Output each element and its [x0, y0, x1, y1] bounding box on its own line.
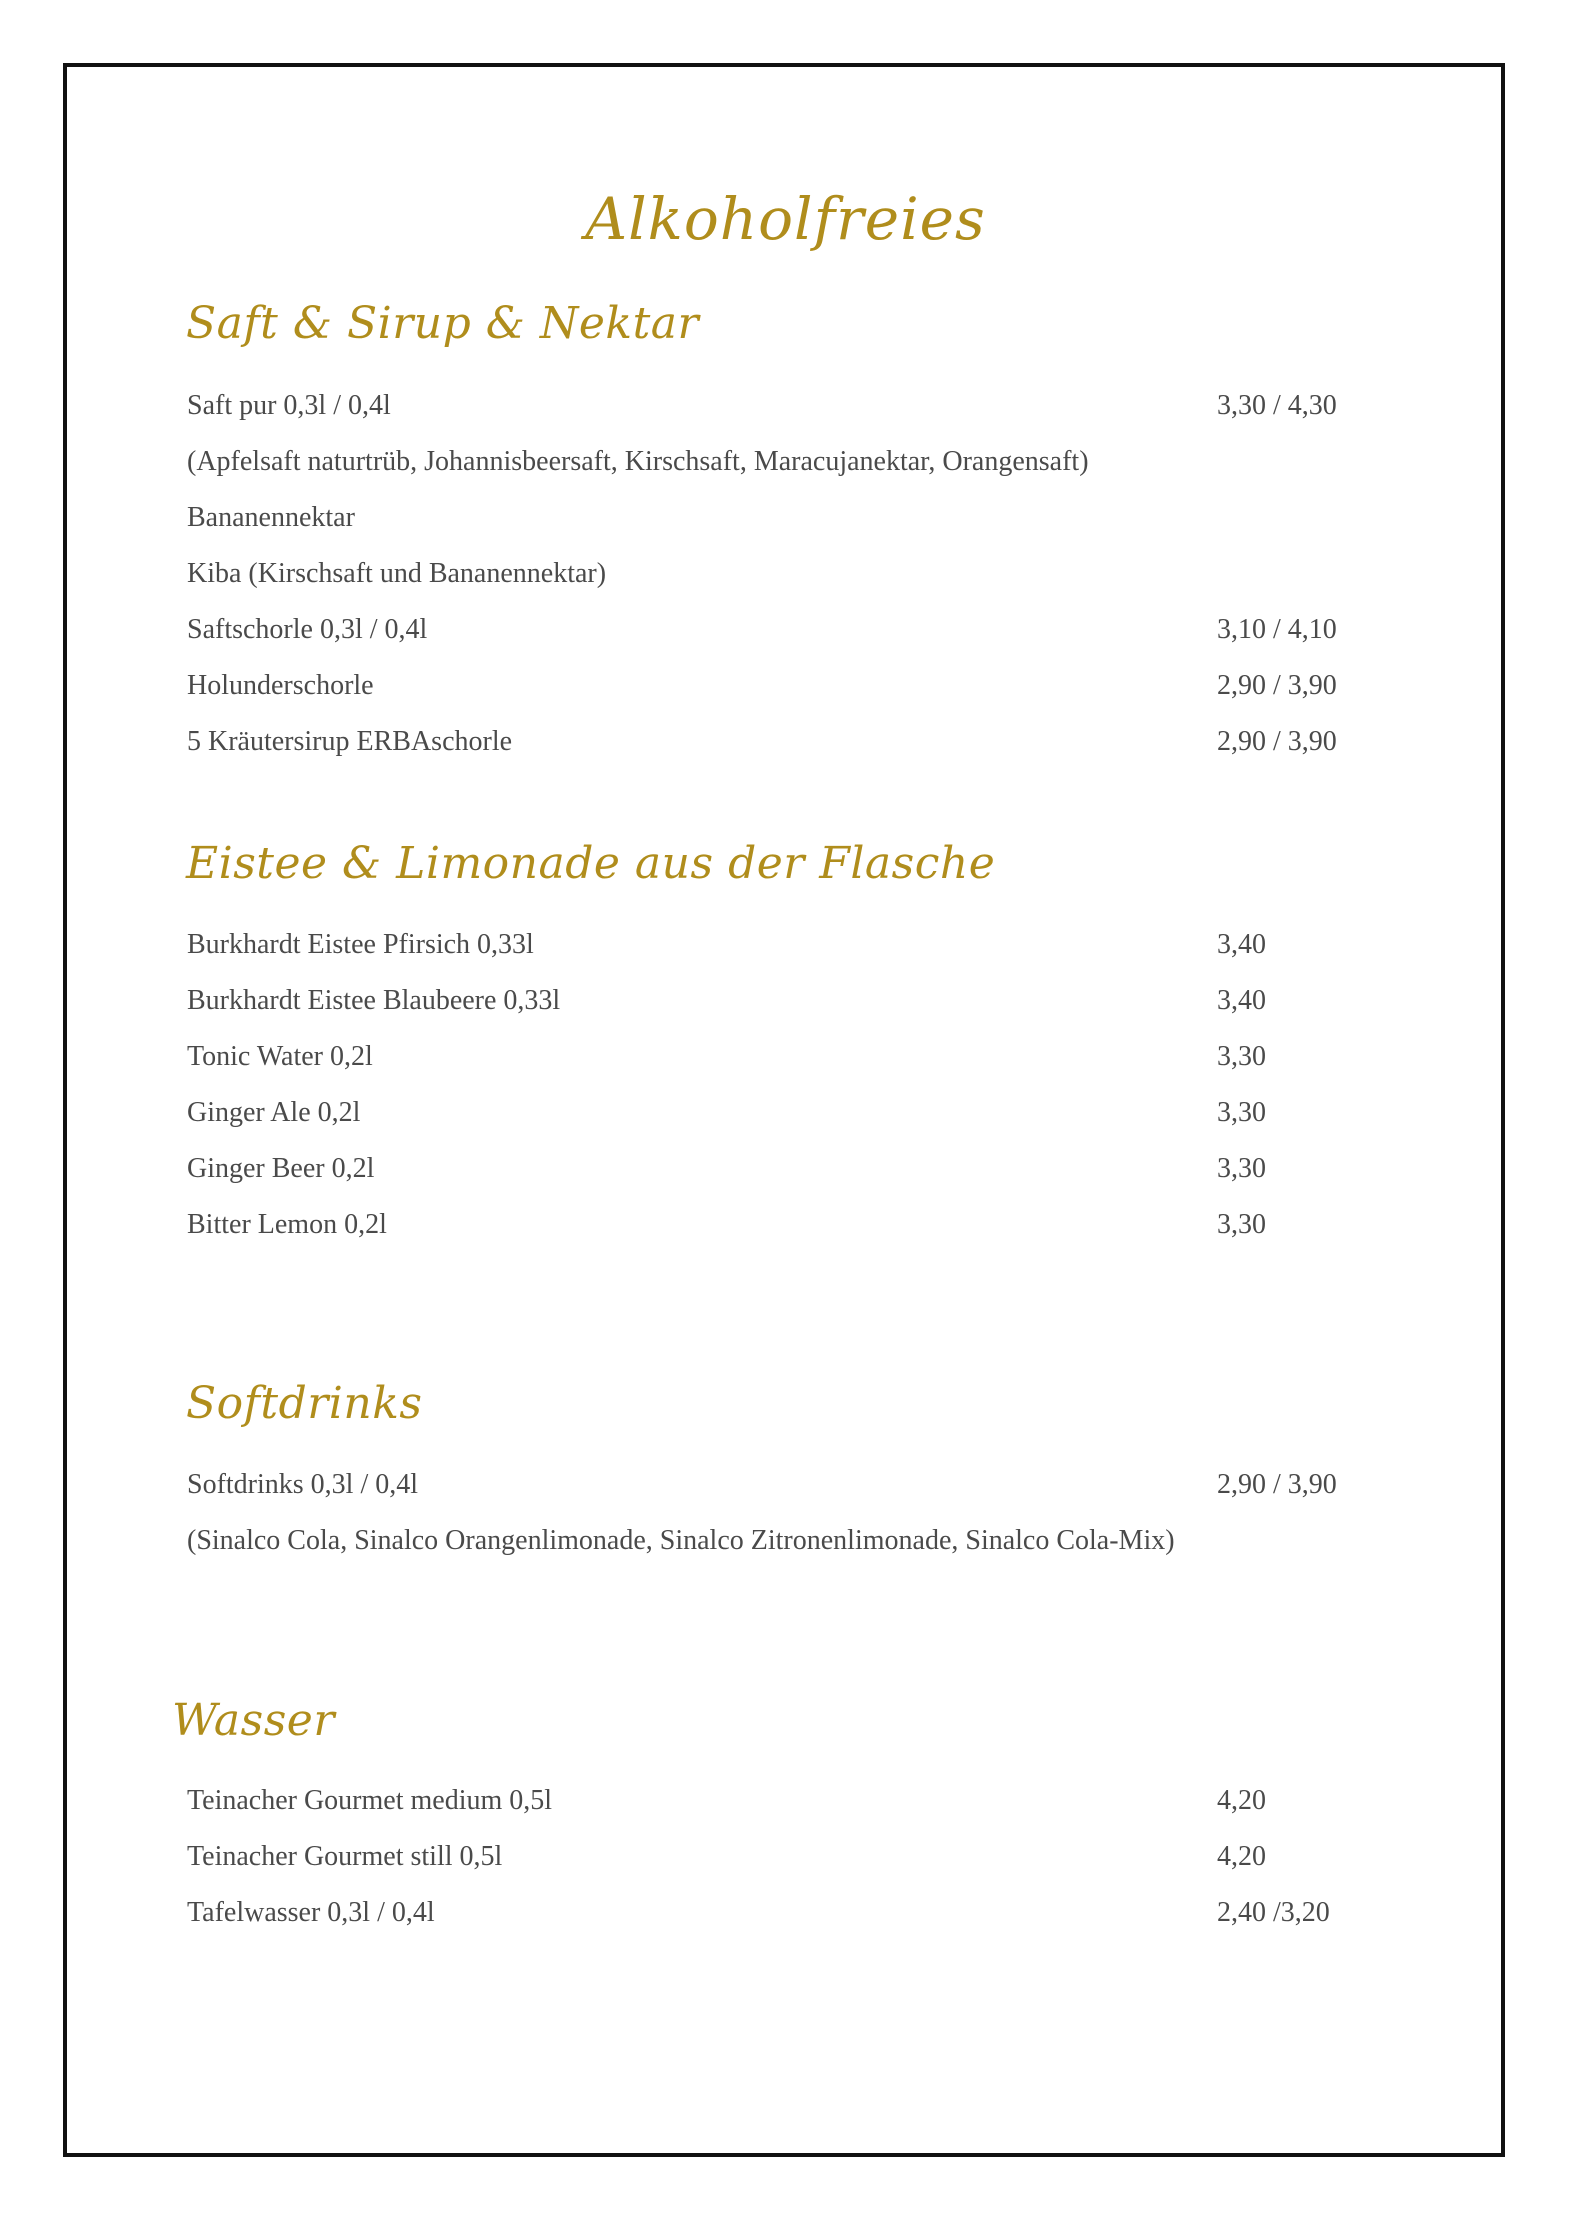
- menu-item: [187, 1097, 1387, 1137]
- item-price: 3,30 / 4,30: [1217, 390, 1337, 421]
- item-price: 3,30: [1217, 1041, 1266, 1072]
- page-title: Alkoholfreies: [585, 185, 986, 253]
- menu-item: [187, 614, 1387, 654]
- item-price: 3,40: [1217, 985, 1266, 1016]
- menu-item: [187, 1785, 1387, 1825]
- item-name: Bitter Lemon 0,2l: [187, 1209, 387, 1240]
- menu-item: [187, 1041, 1387, 1081]
- section-heading-wasser: Wasser: [172, 1695, 335, 1746]
- menu-item: [187, 929, 1387, 969]
- item-price: 3,30: [1217, 1209, 1266, 1240]
- item-name: Saft pur 0,3l / 0,4l: [187, 390, 391, 421]
- menu-item: [187, 1841, 1387, 1881]
- item-name: Tonic Water 0,2l: [187, 1041, 373, 1072]
- menu-item: [187, 558, 1387, 598]
- item-price: 2,90 / 3,90: [1217, 670, 1337, 701]
- item-name: Teinacher Gourmet still 0,5l: [187, 1841, 503, 1872]
- item-name: Burkhardt Eistee Blaubeere 0,33l: [187, 985, 561, 1016]
- item-name: Ginger Beer 0,2l: [187, 1153, 375, 1184]
- item-name: Bananennektar: [187, 502, 355, 533]
- item-price: 3,30: [1217, 1097, 1266, 1128]
- item-name: Holunderschorle: [187, 670, 374, 701]
- item-name: (Apfelsaft naturtrüb, Johannisbeersaft, Kirschsaft, Maracujanektar, Orangensaft): [187, 446, 1089, 477]
- menu-item: [187, 985, 1387, 1025]
- item-name: Burkhardt Eistee Pfirsich 0,33l: [187, 929, 534, 960]
- item-name: Kiba (Kirschsaft und Bananennektar): [187, 558, 607, 589]
- menu-item: [187, 1209, 1387, 1249]
- menu-item: [187, 390, 1387, 430]
- section-heading-saft: Saft & Sirup & Nektar: [186, 298, 700, 349]
- item-name: Saftschorle 0,3l / 0,4l: [187, 614, 428, 645]
- item-name: Teinacher Gourmet medium 0,5l: [187, 1785, 553, 1816]
- item-price: 3,10 / 4,10: [1217, 614, 1337, 645]
- item-price: 2,90 / 3,90: [1217, 1469, 1337, 1500]
- item-name: Ginger Ale 0,2l: [187, 1097, 361, 1128]
- item-name: 5 Kräutersirup ERBAschorle: [187, 726, 513, 757]
- section-heading-softdrinks: Softdrinks: [186, 1378, 423, 1429]
- item-name: Tafelwasser 0,3l / 0,4l: [187, 1897, 435, 1928]
- menu-item: [187, 726, 1387, 766]
- item-price: 4,20: [1217, 1841, 1266, 1872]
- item-price: 3,40: [1217, 929, 1266, 960]
- section-heading-eistee: Eistee & Limonade aus der Flasche: [186, 838, 996, 889]
- item-name: (Sinalco Cola, Sinalco Orangenlimonade, Sinalco Zitronenlimonade, Sinalco Cola-Mix): [187, 1525, 1175, 1556]
- menu-item: [187, 1469, 1387, 1509]
- item-price: 4,20: [1217, 1785, 1266, 1816]
- item-name: Softdrinks 0,3l / 0,4l: [187, 1469, 419, 1500]
- menu-item: [187, 1153, 1387, 1193]
- menu-item: [187, 670, 1387, 710]
- menu-item: [187, 502, 1387, 542]
- menu-item: [187, 1897, 1387, 1937]
- menu-item-note: [187, 1525, 1387, 1565]
- item-price: 2,90 / 3,90: [1217, 726, 1337, 757]
- item-price: 3,30: [1217, 1153, 1266, 1184]
- menu-item-note: [187, 446, 1387, 486]
- item-price: 2,40 /3,20: [1217, 1897, 1330, 1928]
